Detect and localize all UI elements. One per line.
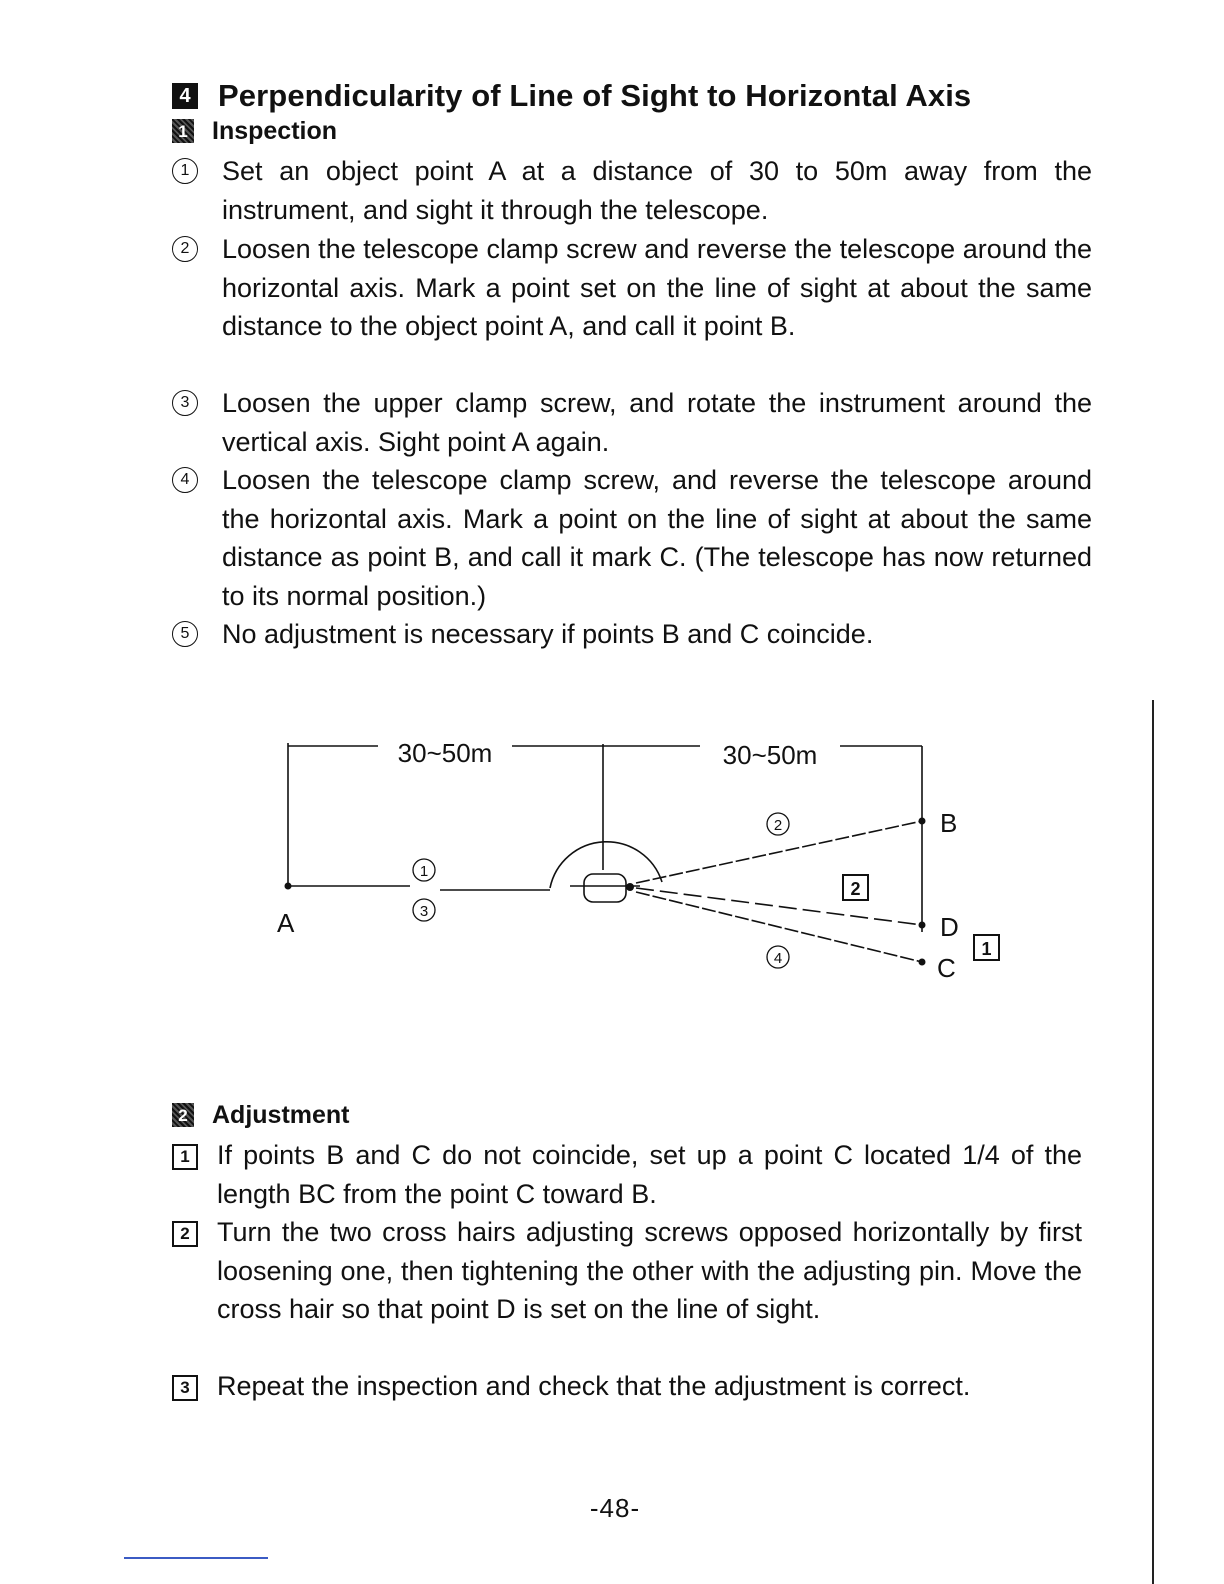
inspection-step	[172, 230, 1092, 346]
step-number-box: 1	[172, 1144, 198, 1170]
inspection-heading-row	[172, 114, 337, 148]
step4-marker: 4	[773, 950, 783, 967]
inspection-step	[172, 615, 1092, 654]
section-title: Perpendicularity of Line of Sight to Horizontal Axis	[218, 78, 972, 113]
step-text: Repeat the inspection and check that the adjustment is correct.	[217, 1371, 971, 1401]
sight-diagram	[0, 700, 1224, 1030]
telescope	[584, 874, 626, 902]
point-c-label: C	[937, 953, 956, 983]
point-c-dot	[919, 959, 926, 966]
point-d-label: D	[940, 912, 959, 942]
step-number: 4	[172, 467, 198, 493]
step1-marker: 1	[419, 863, 429, 880]
adjustment-badge: 2	[172, 1103, 194, 1127]
footer-line	[124, 1557, 268, 1559]
page-number: -48-	[589, 1493, 641, 1523]
inspection-heading: Inspection	[212, 116, 338, 145]
adjustment-step	[172, 1367, 1082, 1406]
section-title-row	[172, 76, 971, 116]
step-text: Loosen the telescope clamp screw, and reverse the telescope around the horizontal axis. Mark a point on the line of sight at about the same distance as point B, and call it mark C. (The telescope has now returned to its normal position.)	[222, 465, 1092, 611]
step-number: 5	[172, 621, 198, 647]
point-a-dot	[285, 883, 292, 890]
point-b-dot	[919, 818, 926, 825]
step-text: Set an object point A at a distance of 30 to 50m away from the instrument, and sight it through the telescope.	[222, 156, 1092, 225]
step-number-box: 3	[172, 1375, 198, 1401]
box1-marker: 1	[981, 939, 992, 959]
page-edge-rule	[1152, 700, 1154, 1584]
adjustment-heading-row	[172, 1098, 350, 1132]
inspection-step	[172, 384, 1092, 461]
point-b-label: B	[940, 808, 958, 838]
box2-marker: 2	[850, 879, 861, 899]
section-number-badge: 4	[172, 83, 198, 109]
step-number: 3	[172, 390, 198, 416]
adjustment-step	[172, 1213, 1082, 1329]
step-text: If points B and C do not coincide, set up a point C located 1/4 of the length BC from the point C toward B.	[217, 1140, 1082, 1209]
telescope-eyepiece	[626, 883, 634, 891]
adjustment-heading: Adjustment	[212, 1100, 350, 1129]
sight-line-d	[636, 888, 922, 925]
dist-left-label: 30~50m	[397, 738, 493, 768]
point-a-label: A	[277, 908, 295, 938]
adjustment-step	[172, 1136, 1082, 1213]
step3-marker: 3	[419, 903, 429, 920]
step-text: Loosen the telescope clamp screw and reverse the telescope around the horizontal axis. Mark a point set on the line of sight at about the same distance to the object point A, and call it point B.	[222, 234, 1092, 341]
step-number-box: 2	[172, 1221, 198, 1247]
inspection-step	[172, 152, 1092, 229]
inspection-step	[172, 461, 1092, 615]
step-number: 2	[172, 236, 198, 262]
dist-right-label: 30~50m	[722, 740, 818, 770]
step-text: Loosen the upper clamp screw, and rotate the instrument around the vertical axis. Sight point A again.	[222, 388, 1092, 457]
step-number: 1	[172, 158, 198, 184]
inspection-badge: 1	[172, 119, 194, 143]
step-text: Turn the two cross hairs adjusting screws opposed horizontally by first loosening one, then tightening the other with the adjusting pin. Move the cross hair so that point D is set on the line of sight.	[217, 1217, 1082, 1324]
step-text: No adjustment is necessary if points B and C coincide.	[222, 619, 874, 649]
point-d-dot	[919, 922, 926, 929]
step2-marker: 2	[773, 817, 783, 834]
